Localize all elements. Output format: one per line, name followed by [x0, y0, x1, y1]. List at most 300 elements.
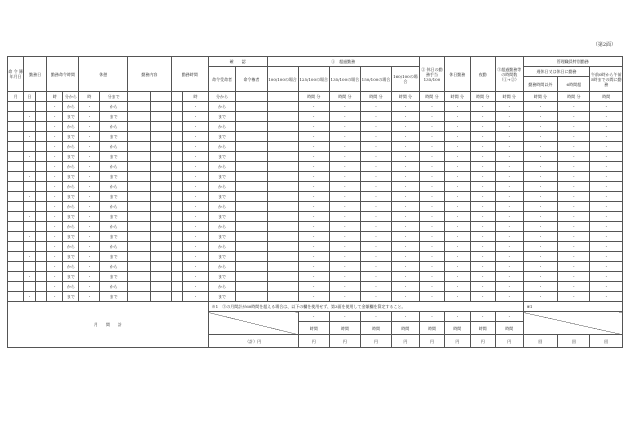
table-row-cell: ・	[329, 212, 360, 222]
table-row-cell	[127, 112, 150, 122]
table-row-cell: ・	[419, 292, 444, 302]
table-row-cell	[171, 192, 183, 202]
table-row-cell: ・	[495, 212, 523, 222]
table-row-cell: ・	[523, 162, 558, 172]
table-row-cell	[236, 112, 267, 122]
table-row-cell	[151, 292, 172, 302]
table-row-cell	[35, 142, 47, 152]
table-row-cell: ・	[523, 102, 558, 112]
table-row-cell: ・	[495, 232, 523, 242]
table-row-cell	[267, 272, 298, 282]
table-row-cell	[236, 162, 267, 172]
table-row-cell: ・	[419, 242, 444, 252]
table-row-cell: ・	[79, 152, 100, 162]
table-row-cell: ・	[590, 112, 623, 122]
unit-cell: 分から	[63, 92, 79, 102]
table-row-cell: ・	[360, 152, 391, 162]
table-row-cell	[8, 232, 24, 242]
table-row-cell	[171, 162, 183, 172]
table-row-cell: ・	[558, 232, 590, 242]
footer-yen: 円	[360, 335, 391, 348]
unit-cell: 時間 分	[523, 92, 558, 102]
table-row-cell	[127, 202, 150, 212]
table-row-cell: ・	[79, 222, 100, 232]
table-row-cell	[24, 122, 36, 132]
table-row-cell: ・	[392, 232, 420, 242]
table-row-cell	[8, 182, 24, 192]
table-row-cell	[171, 232, 183, 242]
footer-yen: 円	[329, 335, 360, 348]
table-row-cell: ・	[298, 102, 329, 112]
table-row-cell: まで	[100, 132, 128, 142]
table-row-cell: ・	[392, 142, 420, 152]
table-row-cell: ・	[470, 172, 495, 182]
table-row-cell	[267, 122, 298, 132]
table-row-cell: ・	[470, 202, 495, 212]
table-row-cell: ・	[419, 212, 444, 222]
table-row-cell	[35, 232, 47, 242]
header-confirm: 確 認	[208, 57, 267, 67]
table-row-cell: ・	[445, 142, 470, 152]
table-row-cell: ・	[360, 282, 391, 292]
table-row-cell	[267, 142, 298, 152]
table-row-cell: まで	[63, 112, 79, 122]
footer-amount: （計）円	[208, 335, 298, 348]
table-row-cell: ・	[183, 182, 208, 192]
unit-cell: 分まで	[100, 92, 128, 102]
table-row-cell	[127, 232, 150, 242]
table-row-cell	[267, 292, 298, 302]
footer-times: 回	[523, 335, 558, 348]
table-row-cell: ・	[79, 232, 100, 242]
table-row-cell: ・	[79, 132, 100, 142]
table-row-cell	[236, 122, 267, 132]
table-row-cell: ・	[298, 162, 329, 172]
table-row-cell: ・	[419, 132, 444, 142]
unit-cell: 月	[8, 92, 24, 102]
footer-times: 回	[590, 335, 623, 348]
table-row-cell: ・	[470, 282, 495, 292]
table-row-cell: ・	[183, 102, 208, 112]
table-row-cell: ・	[470, 132, 495, 142]
table-row-cell: ・	[392, 192, 420, 202]
table-row-cell	[35, 282, 47, 292]
table-row-cell: ・	[183, 282, 208, 292]
table-row-cell	[8, 122, 24, 132]
table-row-cell: ・	[24, 212, 36, 222]
unit-cell: 時間 分	[329, 92, 360, 102]
table-row-cell: ・	[79, 292, 100, 302]
table-row-cell	[267, 192, 298, 202]
table-row-cell: ・	[470, 242, 495, 252]
table-row-cell: ・	[360, 292, 391, 302]
table-row-cell: ・	[360, 122, 391, 132]
table-row-cell: ・	[329, 182, 360, 192]
unit-cell	[151, 92, 172, 102]
table-row-cell: ・	[183, 172, 208, 182]
footer-hours: 時間	[445, 322, 470, 335]
table-row-cell	[267, 152, 298, 162]
table-row-cell: から	[63, 182, 79, 192]
table-row-cell: ・	[47, 112, 63, 122]
table-row-cell: ・	[47, 172, 63, 182]
overtime-form-table	[7, 56, 623, 348]
table-row-cell: ・	[392, 202, 420, 212]
table-row-cell: ・	[360, 102, 391, 112]
table-row-cell: ・	[183, 122, 208, 132]
table-row-cell	[171, 132, 183, 142]
table-row-cell: ・	[392, 292, 420, 302]
table-row-cell: ・	[590, 282, 623, 292]
unit-cell: 時間 分	[392, 92, 420, 102]
table-row-cell	[267, 232, 298, 242]
table-row-cell: ・	[360, 202, 391, 212]
table-row-cell: ・	[47, 202, 63, 212]
table-row-cell: ・	[79, 282, 100, 292]
table-row-cell: ・	[445, 102, 470, 112]
table-row-cell: から	[63, 202, 79, 212]
header-holiday-pay: ② 休日の勤務手当 135/100	[419, 57, 444, 92]
table-row-cell: ・	[523, 202, 558, 212]
table-row-cell	[8, 172, 24, 182]
table-row-cell: ・	[590, 102, 623, 112]
table-row-cell: ・	[470, 192, 495, 202]
table-row-cell	[267, 162, 298, 172]
table-row-cell: ・	[47, 222, 63, 232]
table-row-cell	[236, 282, 267, 292]
table-row-cell	[35, 112, 47, 122]
table-row-cell: から	[208, 262, 236, 272]
table-row-cell: ・	[47, 162, 63, 172]
unit-cell: 時間 分	[298, 92, 329, 102]
table-row-cell	[24, 102, 36, 112]
table-row-cell	[267, 262, 298, 272]
table-row-cell	[151, 142, 172, 152]
table-row-cell: まで	[63, 152, 79, 162]
table-row-cell: ・	[419, 112, 444, 122]
table-row-cell: ・	[47, 282, 63, 292]
table-row-cell: ・	[419, 162, 444, 172]
header-special-c: 午前0時から午前5時までの間に勤務	[590, 67, 623, 92]
footer-hours: 時間	[419, 322, 444, 335]
table-row-cell: ・	[419, 272, 444, 282]
table-row-cell: ・	[558, 292, 590, 302]
table-row-cell	[151, 222, 172, 232]
table-row-cell	[127, 222, 150, 232]
table-row-cell	[35, 162, 47, 172]
footer-slash	[208, 312, 298, 335]
table-row-cell: ・	[590, 162, 623, 172]
table-row-cell: ・	[329, 282, 360, 292]
table-row-cell	[267, 112, 298, 122]
table-row-cell	[35, 172, 47, 182]
table-row-cell: ・	[360, 182, 391, 192]
table-row-cell: ・	[329, 102, 360, 112]
table-row-cell: ・	[329, 132, 360, 142]
table-row-cell	[236, 202, 267, 212]
table-row-cell	[8, 112, 24, 122]
table-row-cell	[171, 212, 183, 222]
table-row-cell: から	[208, 242, 236, 252]
table-row-cell	[8, 292, 24, 302]
table-row-cell: ・	[79, 202, 100, 212]
table-row-cell: から	[208, 102, 236, 112]
table-row-cell	[151, 232, 172, 242]
table-row-cell: ・	[47, 132, 63, 142]
table-row-cell: まで	[100, 292, 128, 302]
table-row-cell: ・	[329, 222, 360, 232]
table-row-cell	[151, 182, 172, 192]
table-row-cell	[24, 162, 36, 172]
table-row-cell: ・	[329, 162, 360, 172]
table-row-cell: ・	[523, 252, 558, 262]
table-row-cell: まで	[100, 212, 128, 222]
header-ordered-time: 勤務命令時間	[47, 57, 79, 92]
footer-hours: 時間	[360, 322, 391, 335]
table-row-cell: ・	[495, 172, 523, 182]
table-row-cell	[127, 282, 150, 292]
header-special-b: 勤務時間以外	[523, 77, 558, 92]
table-row-cell: まで	[63, 212, 79, 222]
table-row-cell: ・	[590, 262, 623, 272]
table-row-cell: ・	[329, 172, 360, 182]
table-row-cell: ・	[47, 252, 63, 262]
table-row-cell	[8, 202, 24, 212]
table-row-cell: ・	[470, 272, 495, 282]
table-row-cell: ・	[558, 282, 590, 292]
table-row-cell: ・	[419, 232, 444, 242]
table-row-cell: から	[100, 182, 128, 192]
table-row-cell	[236, 292, 267, 302]
footer-hours: 時間	[298, 322, 329, 335]
table-row-cell: ・	[360, 222, 391, 232]
table-row-cell: ・	[392, 182, 420, 192]
table-row-cell	[24, 182, 36, 192]
table-row-cell: ・	[495, 152, 523, 162]
table-row-cell	[171, 252, 183, 262]
table-row-cell	[8, 152, 24, 162]
table-row-cell: ・	[298, 212, 329, 222]
table-row-cell: から	[208, 122, 236, 132]
table-row-cell	[24, 282, 36, 292]
table-row-cell: まで	[63, 252, 79, 262]
header-special: 管理職員特別勤務	[523, 57, 622, 67]
table-row-cell: ・	[470, 212, 495, 222]
header-overtime_160: 160/100の場合	[392, 67, 420, 92]
table-row-cell	[236, 242, 267, 252]
table-row-cell: から	[100, 102, 128, 112]
table-row-cell: ・	[298, 242, 329, 252]
table-row-cell	[127, 182, 150, 192]
table-row-cell: ・	[445, 152, 470, 162]
table-row-cell: ・	[470, 222, 495, 232]
table-row-cell: ・	[495, 142, 523, 152]
table-row-cell: から	[100, 142, 128, 152]
table-row-cell	[127, 132, 150, 142]
table-row-cell: ・	[360, 242, 391, 252]
table-row-cell: ・	[329, 112, 360, 122]
table-row-cell: ・	[558, 102, 590, 112]
header-confirm-commander: 命令権者	[236, 67, 267, 92]
table-row-cell: ・	[590, 142, 623, 152]
table-row-cell: ・	[445, 112, 470, 122]
table-row-cell: ・	[392, 132, 420, 142]
table-row-cell: まで	[100, 112, 128, 122]
table-row-cell	[35, 192, 47, 202]
table-row-cell	[127, 242, 150, 252]
table-row-cell: ・	[445, 252, 470, 262]
table-row-cell: ・	[24, 272, 36, 282]
table-row-cell: ・	[392, 112, 420, 122]
header-overtime_100: 100/100の場合	[267, 67, 298, 92]
footer-cell: ・	[495, 312, 523, 322]
table-row-cell: ・	[590, 122, 623, 132]
table-row-cell: ・	[523, 282, 558, 292]
table-row-cell: ・	[590, 192, 623, 202]
table-row-cell: ・	[360, 262, 391, 272]
table-row-cell: ・	[523, 232, 558, 242]
table-row-cell: まで	[208, 152, 236, 162]
table-row-cell: ・	[183, 202, 208, 212]
footer-cell: ・	[419, 312, 444, 322]
table-row-cell: ・	[392, 282, 420, 292]
table-row-cell	[267, 132, 298, 142]
table-row-cell: まで	[208, 192, 236, 202]
table-row-cell	[127, 162, 150, 172]
table-row-cell	[171, 182, 183, 192]
table-row-cell	[267, 182, 298, 192]
table-row-cell	[171, 172, 183, 182]
table-row-cell: ・	[558, 222, 590, 232]
footer-hours: 時間	[495, 322, 523, 335]
table-row-cell: ・	[419, 152, 444, 162]
table-row-cell: ・	[470, 262, 495, 272]
table-row-cell	[35, 102, 47, 112]
table-row-cell: ・	[183, 232, 208, 242]
table-row-cell: ・	[495, 102, 523, 112]
table-row-cell	[127, 152, 150, 162]
table-row-cell	[236, 132, 267, 142]
table-row-cell: ・	[47, 192, 63, 202]
table-row-cell	[127, 192, 150, 202]
table-row-cell: ・	[47, 232, 63, 242]
table-row-cell: ・	[445, 292, 470, 302]
table-row-cell: まで	[208, 232, 236, 242]
footer-yen: 円	[470, 335, 495, 348]
table-row-cell	[127, 212, 150, 222]
table-row-cell: ・	[298, 262, 329, 272]
table-row-cell	[8, 162, 24, 172]
table-row-cell: から	[100, 222, 128, 232]
table-row-cell	[267, 242, 298, 252]
table-row-cell	[35, 222, 47, 232]
table-row-cell: ・	[329, 152, 360, 162]
unit-cell	[171, 92, 183, 102]
table-row-cell: ・	[392, 242, 420, 252]
table-row-cell: ・	[329, 242, 360, 252]
table-row-cell: ・	[419, 262, 444, 272]
table-row-cell: ・	[419, 102, 444, 112]
footer-yen: 円	[445, 335, 470, 348]
table-row-cell	[8, 142, 24, 152]
table-row-cell: まで	[208, 132, 236, 142]
table-row-cell: ・	[445, 232, 470, 242]
table-row-cell: ・	[360, 272, 391, 282]
table-row-cell: ・	[47, 142, 63, 152]
table-row-cell: ・	[298, 122, 329, 132]
table-row-cell: ・	[523, 242, 558, 252]
footer-yen: 円	[298, 335, 329, 348]
table-row-cell: ・	[558, 152, 590, 162]
table-row-cell: ・	[523, 112, 558, 122]
table-row-cell: ・	[445, 172, 470, 182]
table-row-cell: ・	[79, 252, 100, 262]
table-row-cell: ・	[298, 192, 329, 202]
table-row-cell: ・	[523, 292, 558, 302]
table-row-cell: ・	[360, 232, 391, 242]
table-row-cell: ・	[298, 272, 329, 282]
table-row-cell	[236, 252, 267, 262]
table-row-cell	[8, 262, 24, 272]
table-row-cell	[24, 262, 36, 272]
table-row-cell: ・	[79, 142, 100, 152]
table-row-cell	[267, 222, 298, 232]
table-row-cell: ・	[360, 192, 391, 202]
table-row-cell: から	[208, 282, 236, 292]
table-row-cell: ・	[329, 272, 360, 282]
table-row-cell	[171, 272, 183, 282]
table-row-cell: ・	[183, 222, 208, 232]
table-row-cell: ・	[47, 272, 63, 282]
unit-cell: 時間 分	[419, 92, 444, 102]
table-row-cell: ・	[24, 172, 36, 182]
table-row-cell: ・	[523, 122, 558, 132]
table-row-cell: ・	[392, 162, 420, 172]
table-row-cell: ・	[495, 292, 523, 302]
table-row-cell: ・	[392, 102, 420, 112]
table-row-cell	[267, 102, 298, 112]
table-row-cell: ・	[523, 272, 558, 282]
table-row-cell: まで	[63, 232, 79, 242]
table-row-cell: ・	[558, 242, 590, 252]
footer-hours: 時間	[470, 322, 495, 335]
unit-cell: 分から	[208, 92, 236, 102]
table-row-cell: まで	[208, 272, 236, 282]
table-row-cell: ・	[183, 252, 208, 262]
table-row-cell: ・	[495, 122, 523, 132]
table-row-cell: まで	[100, 232, 128, 242]
table-row-cell: から	[63, 122, 79, 132]
table-row-cell: ・	[183, 112, 208, 122]
table-row-cell: ・	[183, 262, 208, 272]
table-row-cell: から	[100, 262, 128, 272]
table-row-cell: まで	[100, 192, 128, 202]
table-row-cell: まで	[63, 292, 79, 302]
table-row-cell: から	[63, 162, 79, 172]
table-row-cell: ・	[495, 182, 523, 192]
table-row-cell	[236, 192, 267, 202]
table-row-cell: ・	[392, 262, 420, 272]
table-row-cell: ・	[298, 132, 329, 142]
table-row-cell: ・	[298, 222, 329, 232]
table-row-cell	[35, 152, 47, 162]
table-row-cell: ・	[495, 132, 523, 142]
table-row-cell: まで	[100, 172, 128, 182]
table-row-cell: から	[63, 282, 79, 292]
table-row-cell: ・	[24, 192, 36, 202]
table-row-cell: ・	[79, 262, 100, 272]
table-row-cell	[35, 252, 47, 262]
